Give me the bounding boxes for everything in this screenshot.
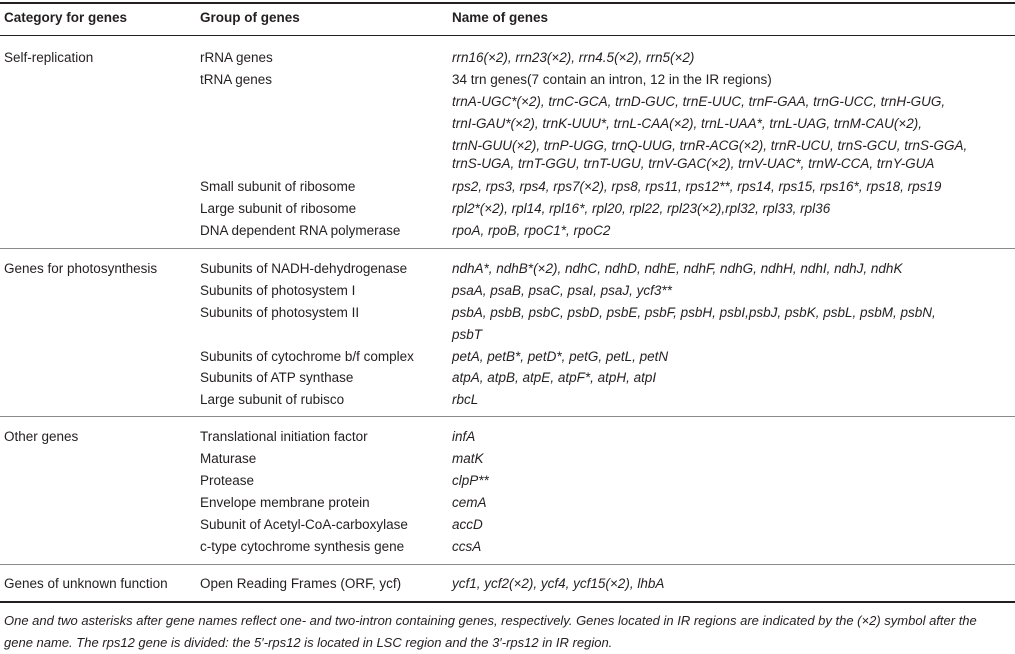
group-nadh: Subunits of NADH-dehydrogenase <box>200 261 408 276</box>
genes-orf: ycf1, ycf2(×2), ycf4, ycf15(×2), lhbA <box>452 576 665 591</box>
group-photosystem-1: Subunits of photosystem I <box>200 283 356 298</box>
header-category: Category for genes <box>4 10 128 25</box>
genes-trna-line: trnN-GUU(×2), trnP-UGG, trnQ-UUG, trnR-ACG(×2), trnR-UCU, trnS-GCU, trnS-GGA, <box>452 138 968 153</box>
genes-rna-polymerase: rpoA, rpoB, rpoC1*, rpoC2 <box>452 223 611 238</box>
genes-rrna: rrn16(×2), rrn23(×2), rrn4.5(×2), rrn5(×2) <box>452 50 695 65</box>
genes-acetyl-coa: accD <box>452 517 483 532</box>
header-group: Group of genes <box>200 10 300 25</box>
group-small-ribosome: Small subunit of ribosome <box>200 179 356 194</box>
group-protease: Protease <box>200 473 255 488</box>
genes-photosystem-1: psaA, psaB, psaC, psaI, psaJ, ycf3** <box>452 283 672 298</box>
group-rubisco: Large subunit of rubisco <box>200 392 345 407</box>
genes-photosystem-2-cont: psbT <box>452 327 483 342</box>
section-divider <box>0 416 1015 417</box>
genes-rubisco: rbcL <box>452 392 479 407</box>
genes-atp-synthase: atpA, atpB, atpE, atpF*, atpH, atpI <box>452 370 657 385</box>
header-name: Name of genes <box>452 10 549 25</box>
group-atp-synthase: Subunits of ATP synthase <box>200 370 354 385</box>
genes-envelope: cemA <box>452 495 487 510</box>
group-initiation-factor: Translational initiation factor <box>200 429 368 444</box>
genes-cytochrome-synthesis: ccsA <box>452 539 482 554</box>
group-trna: tRNA genes <box>200 72 273 87</box>
table-footnote: One and two asterisks after gene names reflect one- and two-intron containing genes, respectively. Genes located in IR regions are indicated by the (×2) symbol after the gene name. The rps12 gene is divided: the 5′-rps12 is located in LSC region and the 3′-rps12 in IR region. <box>4 613 977 650</box>
genes-trna-line: trnI-GAU*(×2), trnK-UUU*, trnL-CAA(×2), trnL-UAA*, trnL-UAG, trnM-CAU(×2), <box>452 116 922 131</box>
group-acetyl-coa: Subunit of Acetyl-CoA-carboxylase <box>200 517 408 532</box>
category-self-replication: Self-replication <box>4 50 94 65</box>
group-envelope: Envelope membrane protein <box>200 495 370 510</box>
group-rna-polymerase: DNA dependent RNA polymerase <box>200 223 401 238</box>
category-unknown: Genes of unknown function <box>4 576 168 591</box>
genes-protease: clpP** <box>452 473 489 488</box>
genes-cytochrome: petA, petB*, petD*, petG, petL, petN <box>452 349 669 364</box>
group-rrna: rRNA genes <box>200 50 273 65</box>
genes-initiation-factor: infA <box>452 429 476 444</box>
category-photosynthesis: Genes for photosynthesis <box>4 261 158 276</box>
group-photosystem-2: Subunits of photosystem II <box>200 305 360 320</box>
group-orf: Open Reading Frames (ORF, ycf) <box>200 576 402 591</box>
genes-trna-line: trnS-UGA, trnT-GGU, trnT-UGU, trnV-GAC(×2), trnV-UAC*, trnW-CCA, trnY-GUA <box>452 156 935 171</box>
group-maturase: Maturase <box>200 451 257 466</box>
genes-small-ribosome: rps2, rps3, rps4, rps7(×2), rps8, rps11, rps12**, rps14, rps15, rps16*, rps18, rps19 <box>452 179 942 194</box>
group-cytochrome-synthesis: c-type cytochrome synthesis gene <box>200 539 405 554</box>
genes-nadh: ndhA*, ndhB*(×2), ndhC, ndhD, ndhE, ndhF, ndhG, ndhH, ndhI, ndhJ, ndhK <box>452 261 903 276</box>
genes-maturase: matK <box>452 451 484 466</box>
genes-large-ribosome: rpl2*(×2), rpl14, rpl16*, rpl20, rpl22, rpl23(×2),rpl32, rpl33, rpl36 <box>452 201 831 216</box>
section-divider <box>0 248 1015 249</box>
group-large-ribosome: Large subunit of ribosome <box>200 201 357 216</box>
section-divider <box>0 564 1015 565</box>
table-top-rule <box>0 2 1015 4</box>
genes-trna-summary: 34 trn genes(7 contain an intron, 12 in the IR regions) <box>452 72 772 87</box>
genes-trna-line: trnA-UGC*(×2), trnC-GCA, trnD-GUC, trnE-UUC, trnF-GAA, trnG-UCC, trnH-GUG, <box>452 94 946 109</box>
genes-photosystem-2: psbA, psbB, psbC, psbD, psbE, psbF, psbH, psbI,psbJ, psbK, psbL, psbM, psbN, <box>452 305 936 320</box>
group-cytochrome: Subunits of cytochrome b/f complex <box>200 349 414 364</box>
category-other: Other genes <box>4 429 79 444</box>
header-rule <box>0 35 1015 36</box>
table-bottom-rule <box>0 601 1015 603</box>
